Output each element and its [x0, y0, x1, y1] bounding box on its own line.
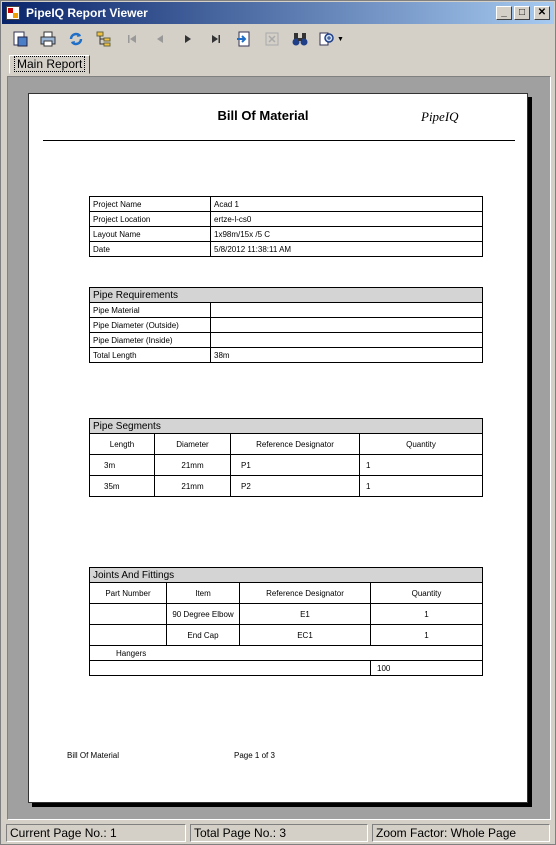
- column-header: Part Number: [90, 583, 167, 604]
- cell-diameter: 21mm: [155, 455, 231, 476]
- requirement-value: [211, 318, 483, 333]
- hangers-total-row: [90, 661, 483, 676]
- info-label: Date: [90, 242, 211, 257]
- footer-page-number: Page 1 of 3: [234, 751, 275, 760]
- binoculars-icon: [291, 30, 309, 48]
- first-page-button[interactable]: [120, 28, 144, 50]
- export-icon: [11, 30, 29, 48]
- table-row: [90, 197, 483, 212]
- zoom-icon: [318, 30, 336, 48]
- info-value: ertze-l-cs0: [211, 212, 483, 227]
- table-row: [90, 625, 483, 646]
- cell-designator: P2: [231, 476, 360, 497]
- table-row: [90, 242, 483, 257]
- cell-designator: EC1: [240, 625, 371, 646]
- status-current-page: Current Page No.: 1: [6, 824, 186, 842]
- tab-main-report[interactable]: [9, 55, 90, 74]
- pipe-requirements-heading: Pipe Requirements: [90, 288, 483, 303]
- pipe-requirements-table: [89, 287, 483, 363]
- tab-strip: [2, 53, 554, 75]
- cell-designator: P1: [231, 455, 360, 476]
- app-icon: [6, 6, 20, 20]
- column-header: Item: [167, 583, 240, 604]
- column-header: Diameter: [155, 434, 231, 455]
- report-title: Bill Of Material: [217, 108, 309, 123]
- table-row: [90, 318, 483, 333]
- previous-page-button[interactable]: [148, 28, 172, 50]
- zoom-button[interactable]: [316, 28, 346, 50]
- header-row: [90, 583, 483, 604]
- cell-length: 35m: [90, 476, 155, 497]
- minimize-button[interactable]: _: [496, 6, 512, 20]
- pipe-segments-table: [89, 418, 483, 497]
- requirement-label: Pipe Material: [90, 303, 211, 318]
- hangers-row: [90, 646, 483, 661]
- pipe-segments-heading: Pipe Segments: [90, 419, 483, 434]
- report-page: [28, 93, 528, 803]
- info-value: 5/8/2012 11:38:11 AM: [211, 242, 483, 257]
- column-header: Length: [90, 434, 155, 455]
- requirement-label: Pipe Diameter (Outside): [90, 318, 211, 333]
- cell-quantity: 1: [360, 476, 483, 497]
- last-page-button[interactable]: [204, 28, 228, 50]
- refresh-button[interactable]: [64, 28, 88, 50]
- search-button[interactable]: [288, 28, 312, 50]
- requirement-value: [211, 333, 483, 348]
- table-row: [90, 348, 483, 363]
- toolbar: [2, 25, 554, 53]
- info-value: Acad 1: [211, 197, 483, 212]
- tab-main-report-label: Main Report: [14, 56, 85, 72]
- stop-button[interactable]: [260, 28, 284, 50]
- hangers-spacer: [90, 661, 371, 676]
- window-title: PipeIQ Report Viewer: [26, 6, 148, 20]
- tree-icon: [95, 30, 113, 48]
- next-page-icon: [179, 30, 197, 48]
- info-label: Layout Name: [90, 227, 211, 242]
- goto-page-button[interactable]: [232, 28, 256, 50]
- joints-fittings-heading: Joints And Fittings: [90, 568, 483, 583]
- table-row: [90, 227, 483, 242]
- cell-part-number: [90, 604, 167, 625]
- group-tree-button[interactable]: [92, 28, 116, 50]
- cell-diameter: 21mm: [155, 476, 231, 497]
- print-button[interactable]: [36, 28, 60, 50]
- next-page-button[interactable]: [176, 28, 200, 50]
- column-header: Reference Designator: [231, 434, 360, 455]
- table-row: [90, 212, 483, 227]
- column-header: Quantity: [371, 583, 483, 604]
- cell-quantity: 1: [371, 625, 483, 646]
- close-button[interactable]: ✕: [534, 6, 550, 20]
- maximize-button[interactable]: □: [514, 6, 530, 20]
- table-row: [90, 455, 483, 476]
- requirement-value: [211, 303, 483, 318]
- export-button[interactable]: [8, 28, 32, 50]
- cell-quantity: 1: [371, 604, 483, 625]
- previous-page-icon: [151, 30, 169, 48]
- cell-item: End Cap: [167, 625, 240, 646]
- table-row: [90, 476, 483, 497]
- table-row: [90, 333, 483, 348]
- column-header: Quantity: [360, 434, 483, 455]
- header-row: [90, 434, 483, 455]
- status-bar: [2, 822, 554, 844]
- report-view-area[interactable]: [7, 76, 551, 820]
- header-divider: [43, 140, 515, 141]
- refresh-icon: [67, 30, 85, 48]
- cell-part-number: [90, 625, 167, 646]
- project-info-table: [89, 196, 483, 257]
- hangers-label: Hangers: [90, 646, 483, 661]
- footer-report-name: Bill Of Material: [67, 751, 120, 760]
- table-row: [90, 604, 483, 625]
- last-page-icon: [207, 30, 225, 48]
- goto-page-icon: [235, 30, 253, 48]
- chevron-down-icon: ▼: [337, 35, 344, 43]
- cell-item: 90 Degree Elbow: [167, 604, 240, 625]
- requirement-label: Pipe Diameter (Inside): [90, 333, 211, 348]
- report-brand: PipeIQ: [421, 109, 459, 124]
- status-total-pages: Total Page No.: 3: [190, 824, 368, 842]
- requirement-value: 38m: [211, 348, 483, 363]
- stop-icon: [263, 30, 281, 48]
- info-label: Project Name: [90, 197, 211, 212]
- column-header: Reference Designator: [240, 583, 371, 604]
- hangers-quantity: 100: [371, 661, 483, 676]
- info-label: Project Location: [90, 212, 211, 227]
- status-zoom-factor: Zoom Factor: Whole Page: [372, 824, 550, 842]
- cell-length: 3m: [90, 455, 155, 476]
- cell-quantity: 1: [360, 455, 483, 476]
- first-page-icon: [123, 30, 141, 48]
- joints-fittings-table: [89, 567, 483, 676]
- info-value: 1x98m/15x /5 C: [211, 227, 483, 242]
- table-row: [90, 303, 483, 318]
- cell-designator: E1: [240, 604, 371, 625]
- printer-icon: [39, 30, 57, 48]
- requirement-label: Total Length: [90, 348, 211, 363]
- title-bar[interactable]: [2, 2, 554, 24]
